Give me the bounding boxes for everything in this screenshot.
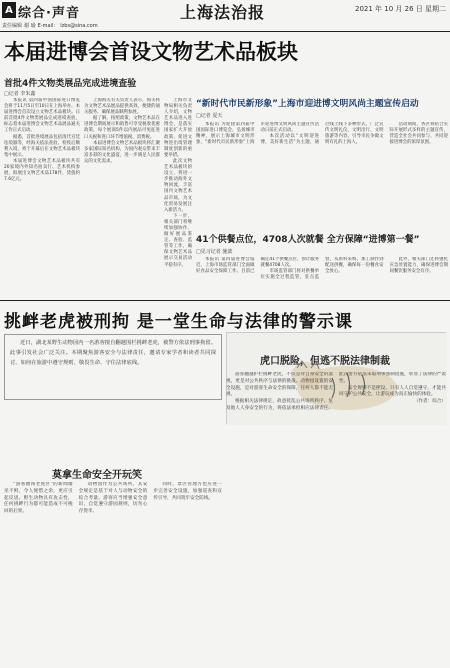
editor-note-box: 近日，湖北某野生动物园内一名游客擅自翻越围栏挑衅老虎，被警方依法刑事拘留。此事引发社会广泛关注。本期聚焦游客安全与法律责任，邀请专家学者和读者共同探讨，如何在旅游中遵守规则、敬畏生命、守住法律底线。 xyxy=(4,334,222,400)
lead-column-3 xyxy=(164,98,192,294)
lead-paragraph: 据了解，按照政策，文物艺术品在进博会期间展示和销售可享受税收优惠政策，每个展商5件以内展品可免征进口关税和进口环节增值税、消费税。 xyxy=(84,116,160,140)
lead-headline: 本届进博会首设文物艺术品板块 xyxy=(4,40,298,64)
section-name: 综合·声音 xyxy=(18,6,80,21)
lead-paragraph: 本报讯 第四届中国国际进口博览会将于11月5日至10日在上海举办。本届进博会首次设立文物艺术品板块。日前首批4件文物类展品完成进境查验，标志着本届进博会文物艺术品展品通关工作正式启动。 xyxy=(4,98,80,134)
opinion-paragraph: 同时，景区管理方也应进一步完善安全设施，加强巡查和宣传引导，共同筑牢安全防线。 xyxy=(153,482,222,501)
opinion-body-right xyxy=(226,372,446,660)
feature-headline: 挑衅老虎被刑拘 是一堂生命与法律的警示课 xyxy=(4,312,353,332)
third-paragraph: 市场监管部门将对供餐单位实施全过程监管，驻点监督，从原料采购、加工制作到配送供餐，确保每一份餐食安全放心。 xyxy=(260,257,384,281)
opinion-paragraph: 动物园作为公共场所，其安全规定是基于对人与动物安全的综合考量。游客应当增强安全意识，自觉遵守游园规则，切勿心存侥幸。 xyxy=(78,482,148,515)
third-headline: 41个供餐点位，4708人次就餐 全方保障“进博第一餐” xyxy=(196,235,420,245)
second-body xyxy=(196,122,448,226)
third-paragraph: 本报讯 第四届进博会临近，上海市场监管部门全面做好食品安全保障工作。目前已确定41个供餐点位，预计服务就餐4708人次。 xyxy=(196,257,319,275)
second-paragraph: 活动期间，各区将结合实际开展形式多样的主题宣传，营造全社会共同参与、共同迎接进博会的浓厚氛围。 xyxy=(389,122,448,146)
opinion-paragraph: 安全规则不是摆设。只有人人自觉遵守，才能共同守护公共安全，让游玩成为真正愉快的体验。 xyxy=(339,385,446,398)
opinion-body-left xyxy=(4,482,222,662)
second-paragraph: 本报讯 为迎接第四届中国国际进口博览会，弘扬城市精神，展示上海城市文明形象，“新时代市民新形象”上海市迎进博文明风尚主题宣传活动日前正式启动。 xyxy=(196,122,319,146)
opinion-headline-right: 虎口脱险，但逃不脱法律制裁 xyxy=(260,356,390,367)
opinion-signature: （作者：综合） xyxy=(413,399,446,405)
lead-byline: □记者 李朱鑫 xyxy=(4,91,36,97)
lead-paragraph: 此次文物艺术品板块的设立，将进一步推动海外文物回流，丰富国内文物艺术品市场，为文化贸易发展注入新活力。 xyxy=(164,158,192,213)
third-body xyxy=(196,257,448,297)
editor-tag: 责任编辑 xyxy=(2,23,23,29)
lead-subheadline: 首批4件文物类展品完成进境查验 xyxy=(4,79,137,89)
third-byline: □见习记者 施歆 xyxy=(196,249,233,255)
opinion-paragraph: “游客擅闯老虎区”的新闻屡见不鲜，令人惋惜之余，更应引起反思。野生动物具有攻击性，任何挑衅行为都可能造成不可挽回的后果。 xyxy=(4,482,73,515)
opinion-paragraph: 游客翻越护栏挑衅老虎，不仅是对自身安全的漠视，更是对公共秩序与法律的挑战。动物园设置的安全设施，是对游客生命安全的保障，任何人都不能无视。 xyxy=(226,372,333,398)
lead-column-2 xyxy=(84,98,160,294)
second-byline: □记者 夏天 xyxy=(196,113,223,119)
issue-date: 2021 年 10 月 26 日 星期二 xyxy=(355,5,446,13)
opinion-headline-left: 莫拿生命安全开玩笑 xyxy=(52,470,142,481)
lead-paragraph: 下一步，相关部门将继续加强协作，做好展品鉴定、查验、监管等工作，确保文物艺术品展示交易活动平稳有序。 xyxy=(164,213,192,268)
email-tag: E-mail： xyxy=(37,23,59,29)
opinion-paragraph: 根据相关法律规定，故意扰乱公共场所秩序、危及他人人身安全的行为，将依法承担相应法律责任。此次警方依法采取刑事强制措施，彰显了法律的严肃性。 xyxy=(226,372,446,411)
section-logo: A xyxy=(2,2,16,18)
section-divider xyxy=(0,300,450,301)
lead-paragraph: 据悉，首批进境展品包括清代宫廷珐琅器等，经海关依法查验、检疫后顺利入境，将于开幕后在文物艺术品板块集中展示。 xyxy=(4,134,80,158)
lead-paragraph: 上海市文物局相关负责人介绍，文物艺术品进入进博会，是落实国家扩大开放政策、促进文物进出境管理制度创新的重要举措。 xyxy=(164,98,192,158)
lead-column-1 xyxy=(4,98,80,294)
masthead-subbar xyxy=(0,20,450,32)
lead-paragraph: 本届进博会文物艺术品板块将汇聚多家国际知名机构，为国内观众带来丰富多彩的文化盛宴，进一步满足人民群众的文化需求。 xyxy=(84,140,160,164)
second-headline: “新时代市民新形象”上海市迎进博文明风尚主题宣传启动 xyxy=(196,99,419,109)
email-address: lzbs@sina.com xyxy=(60,22,98,29)
lead-paragraph: 上海海关有关负责人表示，海关将为文物艺术品展品提供高效、便捷的通关服务，确保展品顺利参展。 xyxy=(84,98,160,116)
second-paragraph: 本次活动以“文明迎进博，美好新生活”为主题，通过线上线下多种形式，广泛宣传文明礼仪、文明出行、文明旅游等内容，引导市民争做文明有礼的上海人。 xyxy=(260,122,384,146)
editor-name: 谢 瑜 xyxy=(24,23,36,29)
lead-paragraph: 本届进博会文物艺术品板块共有20家境内外知名拍卖行、艺术机构参展，拟展出文物艺术品178件，货值约7.6亿元。 xyxy=(4,158,80,183)
third-paragraph: 此外，相关部门还将强化应急处置能力，确保进博会期间餐饮服务安全有序。 xyxy=(389,257,448,275)
newspaper-name: 上海法治报 xyxy=(180,3,266,22)
